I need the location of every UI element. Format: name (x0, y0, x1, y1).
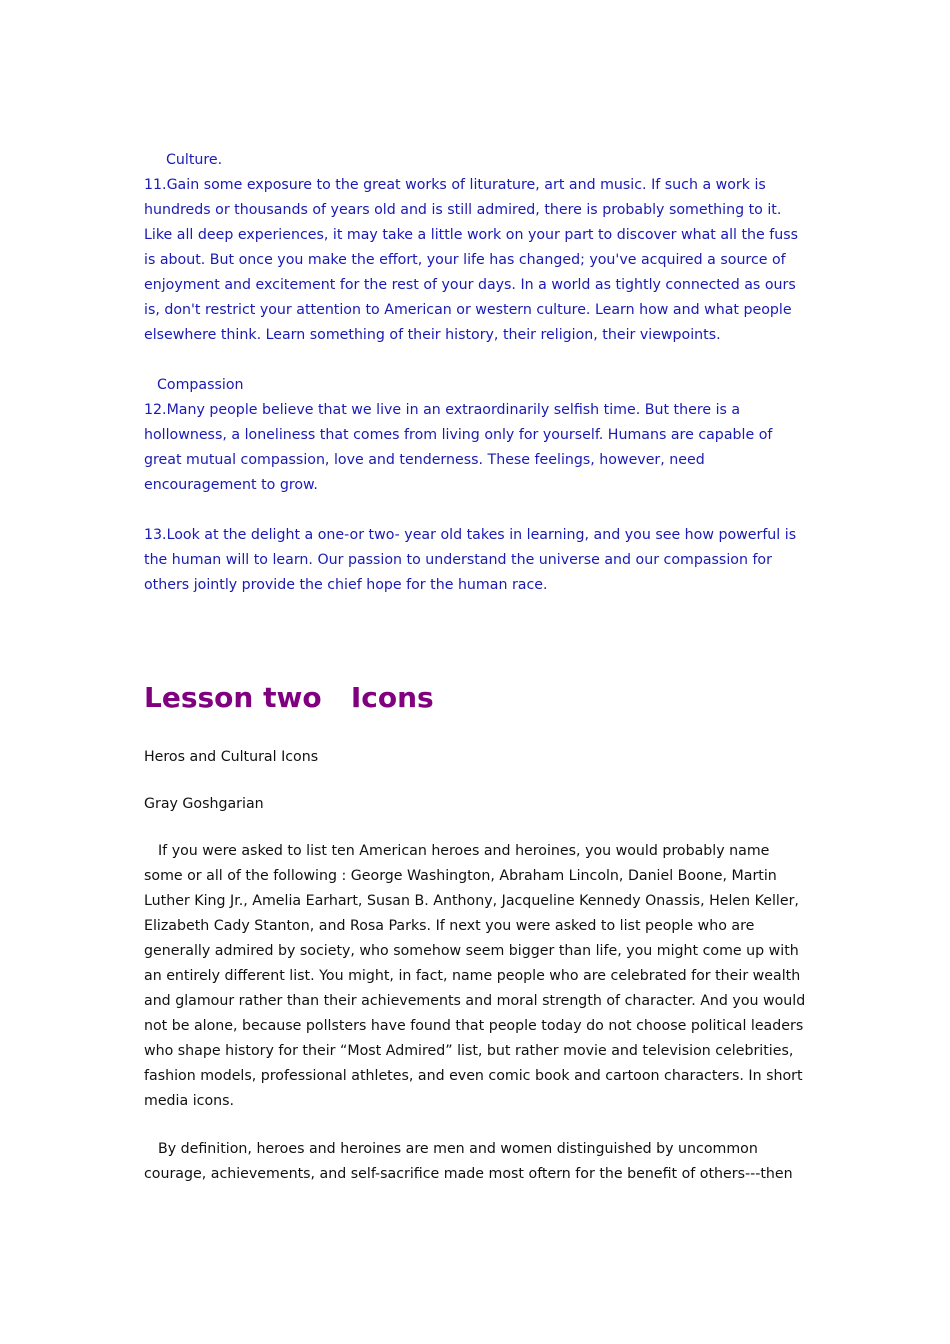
item-12-text: 12.Many people believe that we live in an extraordinarily selfish time. But there is a hollowness, a loneliness that comes from living only for yourself. Humans are capable of great mutual compassion, love and tenderness. These feelings, however, need encouragement to grow. (144, 402, 773, 493)
culture-heading: Culture. (166, 152, 223, 168)
lesson-paragraph-1: If you were asked to list ten American heroes and heroines, you would probably name some or all of the following : George Washington, Abraham Lincoln, Daniel Boone, Martin Luther King Jr., Amelia Earhart, Susan B. Anthony, Jacqueline Kennedy Onassis, Helen Keller, Elizabeth Cady Stanton, and Rosa Parks. If next you were asked to list people who are generally admired by society, who somehow seem bigger than life, you might come up with an entirely different list. You might, in fact, name people who are celebrated for their wealth and glamour rather than their achievements and moral strength of character. And you would not be alone, because pollsters have found that people today do not choose political leaders who shape history for their “Most Admired” list, but rather movie and television celebrities, fashion models, professional athletes, and even comic book and cartoon characters. In short media icons. (144, 843, 806, 1109)
spacer (144, 598, 809, 680)
spacer (144, 770, 809, 792)
lesson-subtitle: Heros and Cultural Icons (144, 749, 319, 765)
item-13-text: 13.Look at the delight a one-or two- year old takes in learning, and you see how powerful is the human will to learn. Our passion to understand the universe and our compassion for others jointly provide the chief hope for the human race. (144, 527, 797, 593)
document-page (144, 148, 809, 1187)
lesson-paragraph-2: By definition, heroes and heroines are men and women distinguished by uncommon courage, achievements, and self-sacrifice made most oftern for the benefit of others---then (144, 1141, 793, 1182)
spacer (144, 716, 809, 745)
lesson-title: Lesson two Icons (144, 681, 434, 714)
compassion-heading: Compassion (157, 377, 244, 393)
item-11-text: 11.Gain some exposure to the great works of liturature, art and music. If such a work is hundreds or thousands of years old and is still admired, there is probably something to it. Like all deep experiences, it may take a little work on your part to discover what all the fuss is about. But once you make the effort, your life has changed; you've acquired a source of enjoyment and excitement for the rest of your days. In a world as tightly connected as ours is, don't restrict your attention to American or western culture. Learn how and what people elsewhere think. Learn something of their history, their religion, their viewpoints. (144, 177, 799, 343)
lesson-author: Gray Goshgarian (144, 796, 264, 812)
spacer (144, 498, 809, 523)
spacer (144, 1114, 809, 1137)
spacer (144, 817, 809, 839)
spacer (144, 348, 809, 373)
